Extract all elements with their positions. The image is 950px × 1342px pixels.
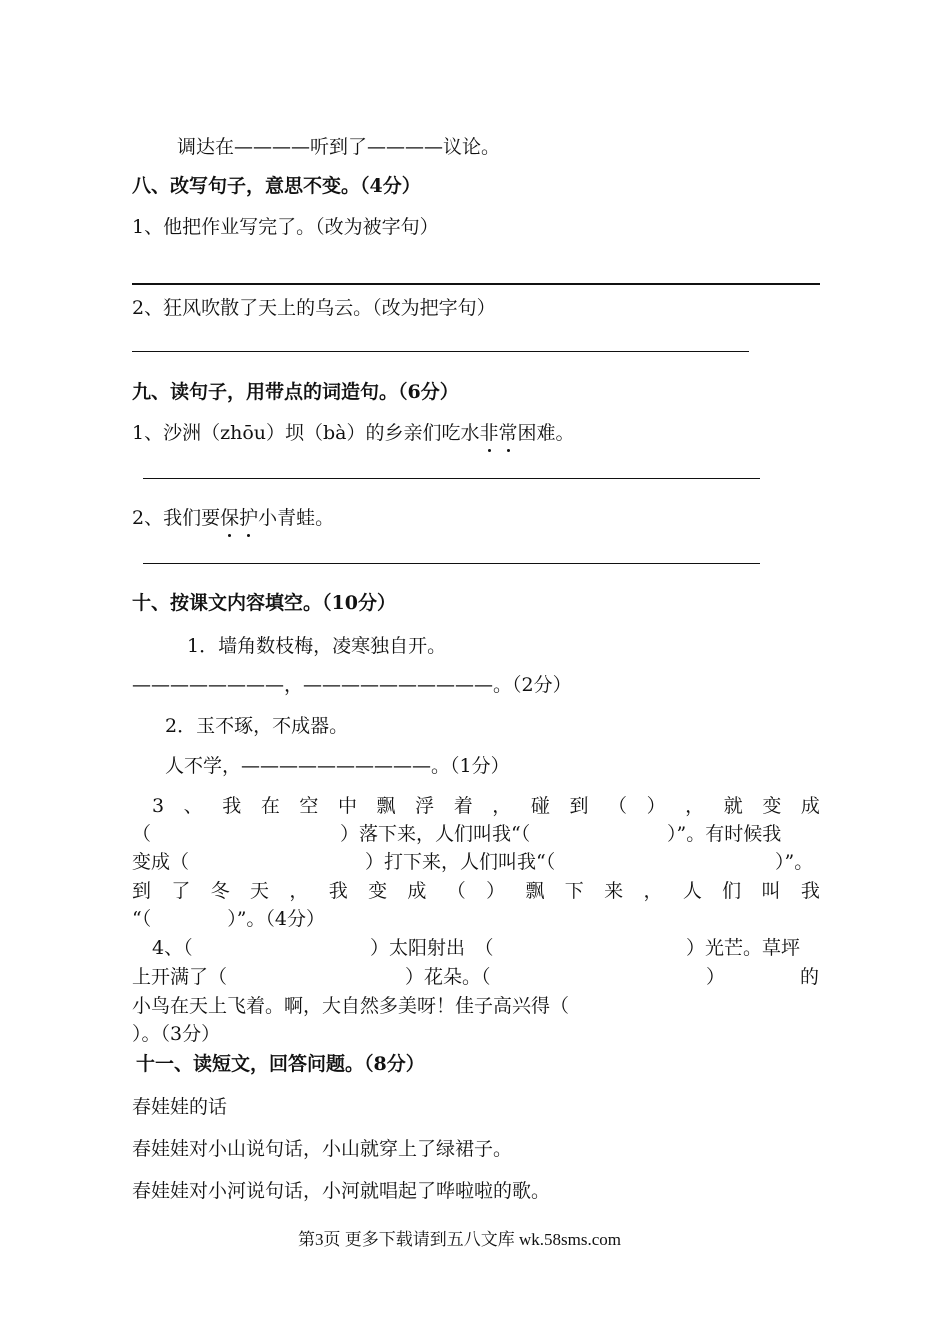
- s10-item-4-line-2c: ）: [706, 966, 726, 988]
- dotted-char: 非: [479, 422, 499, 444]
- page-footer: 第3页 更多下载请到五八文库 wk.58sms.com: [298, 1230, 621, 1249]
- justified-char: 着: [453, 795, 473, 817]
- justified-char: 到: [132, 880, 152, 902]
- justified-char: ）: [486, 880, 506, 902]
- s10-item-3-line-3c: ）”。: [775, 851, 814, 873]
- s8-answer-line-2[interactable]: [132, 351, 749, 352]
- dotted-char: 常: [498, 422, 518, 444]
- justified-char: 3: [152, 795, 165, 817]
- s10-item-3-line-5: “（ ）”。（4分）: [132, 908, 326, 930]
- justified-char: 了: [171, 880, 191, 902]
- s10-item-1-prompt: 1．墙角数枝梅，凌寒独自开。: [187, 635, 447, 657]
- s9-answer-line-1[interactable]: [143, 478, 760, 479]
- justified-char: 变: [368, 880, 388, 902]
- justified-char: 碰: [530, 795, 550, 817]
- s9-q2-text-end: 小青蛙。: [258, 507, 335, 529]
- section-8-heading: 八、改写句子，意思不变。（4分）: [132, 175, 421, 197]
- s10-item-4-line-1c: ）光芒。草坪: [686, 937, 801, 959]
- section-9-heading: 九、读句子，用带点的词造句。（6分）: [132, 381, 459, 403]
- section-11-heading: 十一、读短文，回答问题。（8分）: [136, 1053, 425, 1075]
- s10-item-1-fill: ————————，——————————。（2分）: [132, 674, 572, 696]
- justified-char: 中: [337, 795, 357, 817]
- s9-q2-text: 2、我们要: [132, 507, 221, 529]
- s10-item-3-line-2b: ）落下来，人们叫我“（: [340, 823, 531, 845]
- s9-question-2: [132, 509, 334, 528]
- justified-char: 我: [800, 880, 820, 902]
- justified-char: 飘: [376, 795, 396, 817]
- justified-char: 就: [723, 795, 743, 817]
- justified-char: 飘: [525, 880, 545, 902]
- justified-char: 天: [250, 880, 270, 902]
- justified-char: 变: [762, 795, 782, 817]
- s8-question-1: 1、他把作业写完了。（改为被字句）: [132, 216, 439, 238]
- s8-question-2: 2、狂风吹散了天上的乌云。（改为把字句）: [132, 297, 496, 319]
- s10-item-4-line-1a: 4、（: [152, 937, 193, 959]
- dotted-char: 保: [220, 507, 240, 529]
- justified-char: 们: [722, 880, 742, 902]
- s10-item-3-line-1: [132, 797, 820, 816]
- justified-char: 人: [682, 880, 702, 902]
- justified-char: ，: [492, 795, 512, 817]
- justified-char: 来: [604, 880, 624, 902]
- s10-item-2-prompt: 2．玉不琢，不成器。: [165, 715, 349, 737]
- justified-char: （: [446, 880, 466, 902]
- passage-paragraph-1: 春娃娃对小山说句话，小山就穿上了绿裙子。: [132, 1138, 513, 1160]
- justified-char: ，: [643, 880, 663, 902]
- s10-item-3-line-2a: （: [132, 823, 152, 845]
- justified-char: ，: [685, 795, 705, 817]
- s9-question-1: [132, 424, 575, 443]
- justified-char: 成: [800, 795, 820, 817]
- justified-char: 、: [183, 795, 203, 817]
- s9-answer-line-2[interactable]: [143, 563, 760, 564]
- s9-q1-text: 1、沙洲（zhōu）坝（bà）的乡亲们吃水: [132, 422, 480, 444]
- justified-char: ，: [289, 880, 309, 902]
- s9-q1-text-end: 困难。: [517, 422, 575, 444]
- s10-item-4-line-3: 小鸟在天上飞着。啊，大自然多美呀！佳子高兴得（: [132, 995, 570, 1017]
- justified-char: 成: [407, 880, 427, 902]
- s10-item-2-fill: 人不学，——————————。（1分）: [165, 755, 510, 777]
- s10-item-4-line-2b: ）花朵。（: [405, 966, 491, 988]
- justified-char: 浮: [415, 795, 435, 817]
- justified-char: 冬: [210, 880, 230, 902]
- justified-char: 下: [564, 880, 584, 902]
- justified-char: （: [608, 795, 628, 817]
- s10-item-3-line-3b: ）打下来，人们叫我“（: [365, 851, 556, 873]
- s8-answer-line-1[interactable]: [132, 283, 820, 285]
- s10-item-3-line-3a: 变成（: [132, 851, 190, 873]
- justified-char: 空: [299, 795, 319, 817]
- s10-item-3-line-2c: ）”。有时候我: [667, 823, 782, 845]
- s10-item-4-line-2a: 上开满了（: [132, 966, 228, 988]
- justified-char: 到: [569, 795, 589, 817]
- s10-item-4-line-4: ）。（3分）: [132, 1023, 221, 1045]
- justified-char: 叫: [761, 880, 781, 902]
- justified-char: 我: [328, 880, 348, 902]
- s10-item-3-line-4: [132, 882, 820, 901]
- justified-char: ）: [646, 795, 666, 817]
- passage-paragraph-2: 春娃娃对小河说句话，小河就唱起了哗啦啦的歌。: [132, 1180, 551, 1202]
- dotted-char: 护: [239, 507, 259, 529]
- s10-item-4-line-2d: 的: [800, 966, 820, 988]
- s10-item-4-line-1b: ）太阳射出 （: [370, 937, 494, 959]
- justified-char: 在: [260, 795, 280, 817]
- section-10-heading: 十、按课文内容填空。（10分）: [132, 592, 396, 614]
- passage-title: 春娃娃的话: [132, 1096, 228, 1118]
- top-line: 调达在————听到了————议论。: [177, 136, 501, 158]
- justified-char: 我: [222, 795, 242, 817]
